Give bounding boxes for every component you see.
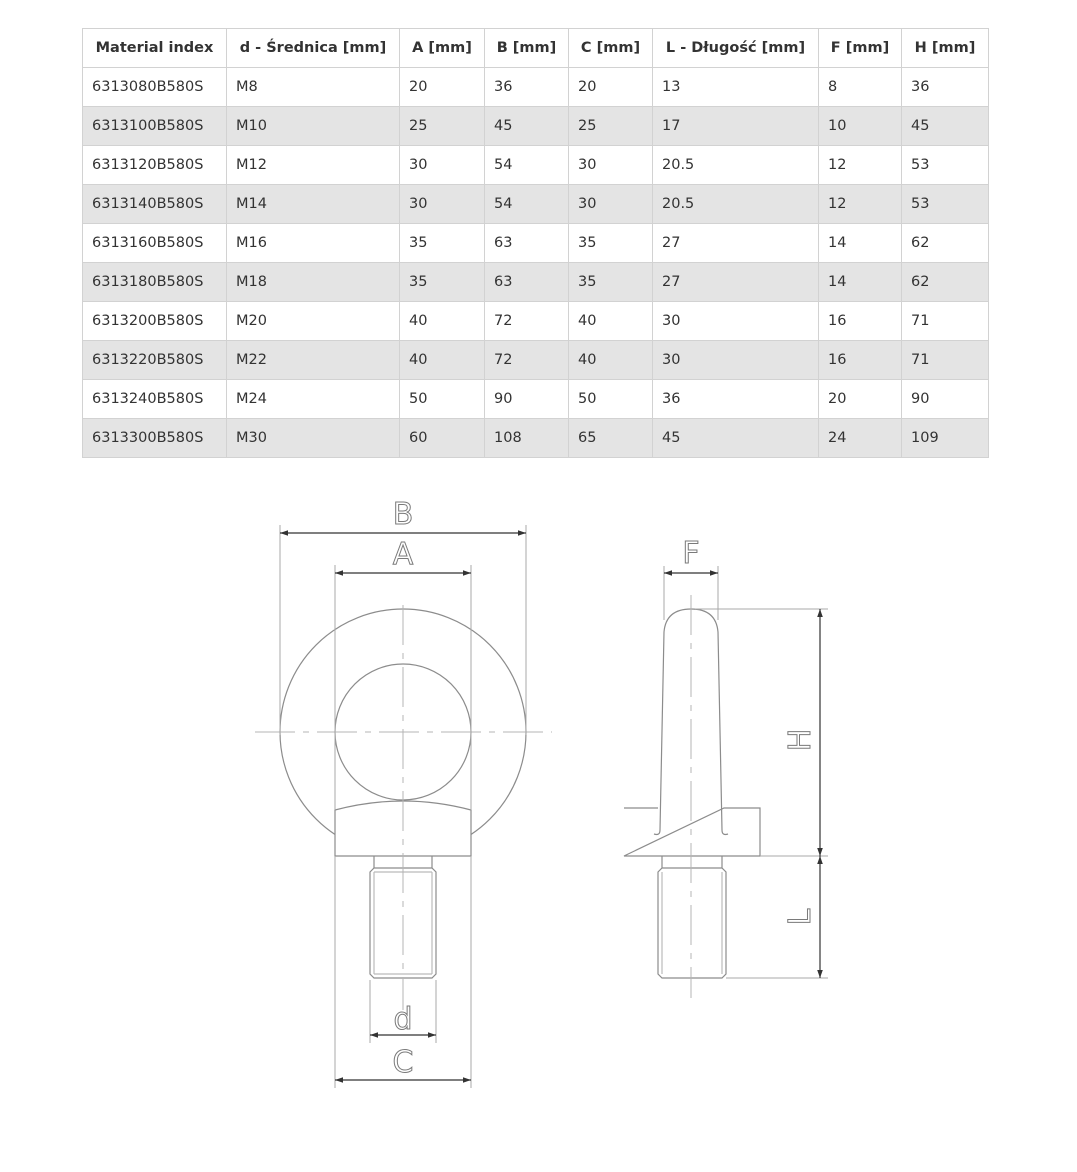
cell-a: 35: [400, 224, 485, 263]
label-l: L: [783, 908, 818, 926]
cell-diameter: M22: [227, 341, 400, 380]
cell-h: 53: [902, 146, 989, 185]
cell-h: 62: [902, 263, 989, 302]
table-row: [83, 107, 989, 146]
cell-length: 20.5: [653, 146, 819, 185]
cell-length: 27: [653, 263, 819, 302]
cell-length: 17: [653, 107, 819, 146]
table-row: [83, 419, 989, 458]
cell-h: 36: [902, 68, 989, 107]
header-a: A [mm]: [400, 29, 485, 68]
cell-material-index: 6313140B580S: [83, 185, 227, 224]
cell-diameter: M10: [227, 107, 400, 146]
cell-a: 25: [400, 107, 485, 146]
cell-a: 35: [400, 263, 485, 302]
cell-b: 72: [485, 341, 569, 380]
header-b: B [mm]: [485, 29, 569, 68]
cell-diameter: M24: [227, 380, 400, 419]
cell-b: 45: [485, 107, 569, 146]
cell-b: 108: [485, 419, 569, 458]
cell-material-index: 6313200B580S: [83, 302, 227, 341]
cell-f: 12: [819, 146, 902, 185]
table-row: [83, 68, 989, 107]
table-row: [83, 302, 989, 341]
cell-a: 60: [400, 419, 485, 458]
cell-b: 54: [485, 146, 569, 185]
cell-f: 16: [819, 302, 902, 341]
table-row: [83, 341, 989, 380]
cell-h: 109: [902, 419, 989, 458]
cell-length: 20.5: [653, 185, 819, 224]
header-c: C [mm]: [569, 29, 653, 68]
table-row: [83, 263, 989, 302]
header-material-index: Material index: [83, 29, 227, 68]
eye-bolt-drawing: [0, 470, 1077, 1110]
side-collar: [624, 808, 760, 856]
cell-length: 36: [653, 380, 819, 419]
cell-c: 35: [569, 263, 653, 302]
table-row: [83, 380, 989, 419]
cell-c: 65: [569, 419, 653, 458]
cell-f: 14: [819, 224, 902, 263]
cell-f: 12: [819, 185, 902, 224]
cell-c: 35: [569, 224, 653, 263]
header-h: H [mm]: [902, 29, 989, 68]
cell-material-index: 6313160B580S: [83, 224, 227, 263]
cell-f: 16: [819, 341, 902, 380]
label-b: B: [392, 497, 414, 532]
cell-diameter: M8: [227, 68, 400, 107]
cell-a: 30: [400, 185, 485, 224]
cell-a: 40: [400, 302, 485, 341]
cell-c: 25: [569, 107, 653, 146]
cell-f: 24: [819, 419, 902, 458]
label-d: d: [393, 1002, 413, 1037]
side-threaded-shank: [658, 856, 726, 978]
cell-a: 50: [400, 380, 485, 419]
cell-h: 71: [902, 341, 989, 380]
cell-h: 90: [902, 380, 989, 419]
cell-h: 71: [902, 302, 989, 341]
cell-a: 40: [400, 341, 485, 380]
header-length: L - Długość [mm]: [653, 29, 819, 68]
cell-material-index: 6313120B580S: [83, 146, 227, 185]
label-h: H: [783, 728, 818, 752]
cell-h: 53: [902, 185, 989, 224]
cell-diameter: M20: [227, 302, 400, 341]
cell-c: 40: [569, 302, 653, 341]
cell-a: 20: [400, 68, 485, 107]
label-c: C: [392, 1045, 414, 1080]
cell-material-index: 6313180B580S: [83, 263, 227, 302]
cell-length: 27: [653, 224, 819, 263]
cell-c: 30: [569, 185, 653, 224]
cell-c: 40: [569, 341, 653, 380]
cell-a: 30: [400, 146, 485, 185]
table-row: [83, 224, 989, 263]
cell-diameter: M14: [227, 185, 400, 224]
cell-f: 20: [819, 380, 902, 419]
cell-h: 62: [902, 224, 989, 263]
cell-f: 10: [819, 107, 902, 146]
cell-b: 63: [485, 263, 569, 302]
cell-f: 14: [819, 263, 902, 302]
cell-b: 36: [485, 68, 569, 107]
header-f: F [mm]: [819, 29, 902, 68]
table-row: [83, 146, 989, 185]
cell-f: 8: [819, 68, 902, 107]
cell-length: 30: [653, 302, 819, 341]
table-row: [83, 185, 989, 224]
cell-h: 45: [902, 107, 989, 146]
cell-material-index: 6313100B580S: [83, 107, 227, 146]
cell-diameter: M12: [227, 146, 400, 185]
cell-material-index: 6313240B580S: [83, 380, 227, 419]
cell-diameter: M18: [227, 263, 400, 302]
cell-material-index: 6313220B580S: [83, 341, 227, 380]
cell-b: 72: [485, 302, 569, 341]
cell-diameter: M30: [227, 419, 400, 458]
cell-length: 13: [653, 68, 819, 107]
cell-length: 45: [653, 419, 819, 458]
cell-b: 63: [485, 224, 569, 263]
cell-length: 30: [653, 341, 819, 380]
cell-diameter: M16: [227, 224, 400, 263]
label-a: A: [392, 537, 414, 572]
cell-c: 20: [569, 68, 653, 107]
cell-b: 54: [485, 185, 569, 224]
cell-c: 50: [569, 380, 653, 419]
label-f: F: [682, 536, 700, 571]
table-header-row: [83, 29, 989, 68]
side-view: [624, 566, 828, 998]
header-diameter: d - Średnica [mm]: [227, 29, 400, 68]
cell-c: 30: [569, 146, 653, 185]
cell-b: 90: [485, 380, 569, 419]
spec-table: [82, 28, 989, 458]
cell-material-index: 6313300B580S: [83, 419, 227, 458]
cell-material-index: 6313080B580S: [83, 68, 227, 107]
